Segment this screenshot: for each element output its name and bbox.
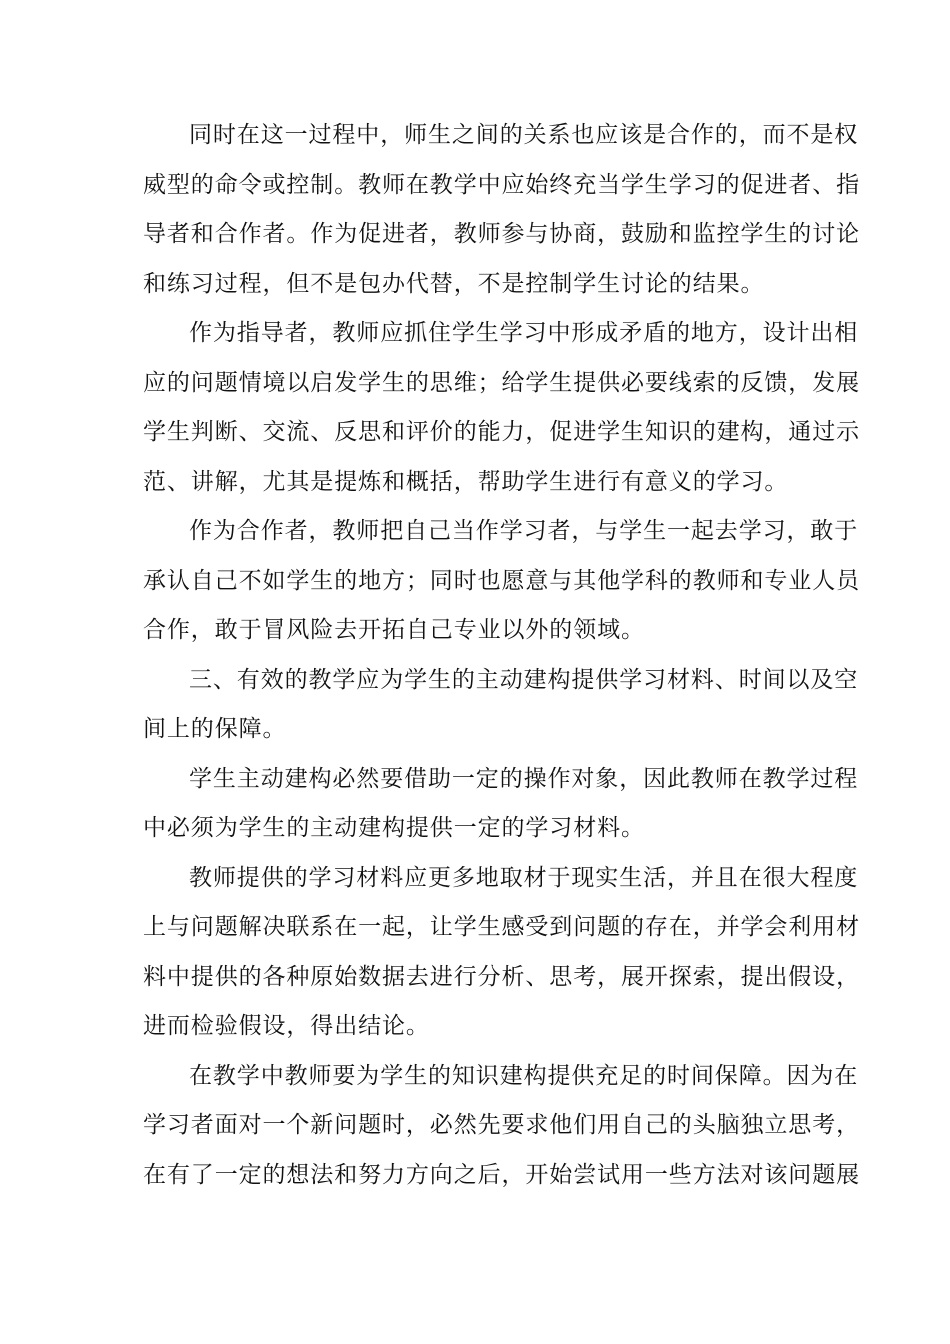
text-line: 在有了一定的想法和努力方向之后，开始尝试用一些方法对该问题展: [143, 1161, 860, 1188]
paragraph: [143, 1052, 860, 1201]
text-line: 三、有效的教学应为学生的主动建构提供学习材料、时间以及空: [189, 666, 859, 693]
text-line: 合作，敢于冒风险去开拓自己专业以外的领域。: [143, 617, 645, 643]
paragraph: [143, 755, 859, 854]
text-line: 学习者面对一个新问题时，必然先要求他们用自己的头脑独立思考，: [143, 1112, 860, 1138]
text-line: 上与问题解决联系在一起，让学生感受到问题的存在，并学会利用材: [143, 914, 860, 940]
paragraph: [143, 111, 860, 309]
text-line: 料中提供的各种原始数据去进行分析、思考，展开探索，提出假设，: [143, 963, 860, 990]
text-line: 教师提供的学习材料应更多地取材于现实生活，并且在很大程度: [189, 864, 859, 891]
section-heading: [143, 656, 859, 755]
text-line: 学生判断、交流、反思和评价的能力，促进学生知识的建构，通过示: [143, 419, 860, 445]
text-line: 承认自己不如学生的地方；同时也愿意与其他学科的教师和专业人员: [143, 567, 860, 594]
document-body: [143, 111, 860, 1200]
text-line: 在教学中教师要为学生的知识建构提供充足的时间保障。因为在: [189, 1062, 859, 1089]
text-line: 和练习过程，但不是包办代替，不是控制学生讨论的结果。: [143, 270, 765, 297]
text-line: 作为合作者，教师把自己当作学习者，与学生一起去学习，敢于: [189, 518, 859, 544]
paragraph: [143, 854, 860, 1052]
text-line: 范、讲解，尤其是提炼和概括，帮助学生进行有意义的学习。: [143, 468, 789, 495]
text-line: 威型的命令或控制。教师在教学中应始终充当学生学习的促进者、指: [143, 171, 860, 198]
paragraph: [143, 507, 860, 656]
text-line: 作为指导者，教师应抓住学生学习中形成矛盾的地方，设计出相: [189, 320, 859, 346]
text-line: 学生主动建构必然要借助一定的操作对象，因此教师在教学过程: [189, 765, 859, 792]
text-line: 间上的保障。: [143, 716, 287, 742]
text-line: 同时在这一过程中，师生之间的关系也应该是合作的，而不是权: [189, 122, 859, 148]
text-line: 应的问题情境以启发学生的思维；给学生提供必要线索的反馈，发展: [143, 369, 860, 396]
text-line: 进而检验假设，得出结论。: [143, 1013, 430, 1039]
text-line: 中必须为学生的主动建构提供一定的学习材料。: [143, 815, 645, 841]
text-line: 导者和合作者。作为促进者，教师参与协商，鼓励和监控学生的讨论: [143, 221, 860, 247]
paragraph: [143, 309, 860, 507]
